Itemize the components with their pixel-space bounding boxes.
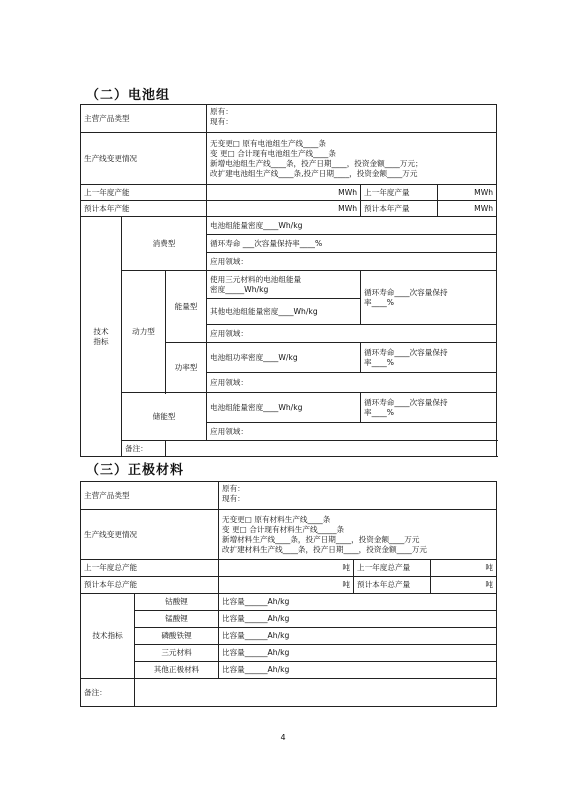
last-year-output-field[interactable]: MWh (438, 185, 497, 201)
storage-app-field[interactable]: 应用领域： (207, 423, 497, 441)
line-change-line: 变 更□ 合计现有材料生产线_____条 (222, 524, 345, 534)
other-density-field[interactable]: 其他电池组能量密度____Wh/kg (207, 299, 361, 325)
main-product-label: 主营产品类型 (81, 482, 219, 510)
ternary-density-field[interactable]: 使用三元材料的电池组能量 密度_____Wh/kg (207, 271, 361, 299)
main-product-cell[interactable] (207, 105, 497, 133)
material-name: 三元材料 (135, 645, 219, 662)
material-spec-field[interactable]: 比容量______Ah/kg (219, 594, 497, 611)
last-year-capacity-label: 上一年度产能 (81, 185, 207, 201)
material-spec-field[interactable]: 比容量______Ah/kg (219, 662, 497, 679)
line-change-cell[interactable] (207, 133, 497, 185)
line-change-line: 改扩建材料生产线____条，投产日期____，投资金额____万元 (222, 544, 428, 554)
main-product-label: 主营产品类型 (81, 105, 207, 133)
line-change-line: 无变更□ 原有电池组生产线____条 (210, 138, 326, 148)
est-output-label: 预计本年产量 (361, 201, 438, 217)
remarks-label: 备注： (81, 679, 135, 707)
tech-indicators-label: 技术 指标 (81, 217, 122, 457)
power-cycle-field[interactable]: 循环寿命____次容量保持 率____% (361, 343, 497, 373)
battery-pack-table (80, 104, 497, 457)
last-year-capacity-field[interactable]: 吨 (219, 560, 354, 577)
est-output-field[interactable]: MWh (438, 201, 497, 217)
last-year-capacity-field[interactable]: MWh (207, 185, 361, 201)
power-density-field[interactable]: 电池组功率密度____W/kg (207, 343, 361, 373)
line-change-label: 生产线变更情况 (81, 133, 207, 185)
main-product-original: 原有： (222, 484, 245, 493)
consumer-cycle-field[interactable]: 循环寿命 ___次容量保持率____% (207, 235, 497, 253)
line-change-line: 新增电池组生产线____条，投产日期____，投资金额____万元； (210, 158, 423, 168)
main-product-current: 现有： (222, 494, 245, 503)
material-spec-field[interactable]: 比容量______Ah/kg (219, 645, 497, 662)
est-output-label: 预计本年总产量 (354, 577, 431, 594)
power-app-field[interactable]: 应用领域： (207, 373, 497, 393)
line-change-label: 生产线变更情况 (81, 510, 219, 560)
main-product-original: 原有： (210, 107, 233, 116)
material-name: 钴酸锂 (135, 594, 219, 611)
remarks-label: 备注： (122, 441, 166, 457)
storage-cycle-field[interactable]: 循环寿命____次容量保持 率____% (361, 393, 497, 423)
remarks-field[interactable] (166, 441, 497, 457)
page-number: 4 (280, 733, 286, 742)
last-year-capacity-label: 上一年度总产能 (81, 560, 219, 577)
section-title-cathode-material: （三）正极材料 (86, 463, 185, 478)
energy-cycle-field[interactable]: 循环寿命____次容量保持 率____% (361, 271, 497, 325)
line-change-line: 无变更□ 原有材料生产线____条 (222, 514, 331, 524)
last-year-output-label: 上一年度产量 (361, 185, 438, 201)
remarks-field[interactable] (135, 679, 497, 707)
line-change-line: 新增材料生产线____条，投产日期____，投资金额____万元 (222, 534, 420, 544)
line-change-cell[interactable] (219, 510, 497, 560)
material-name: 锰酸锂 (135, 611, 219, 628)
cathode-material-table (80, 481, 497, 707)
section-title-battery-pack: （二）电池组 (86, 88, 171, 103)
est-capacity-label: 预计本年产能 (81, 201, 207, 217)
power-type-label: 动力型 (122, 271, 166, 393)
material-name: 磷酸铁锂 (135, 628, 219, 645)
line-change-line: 改扩建电池组生产线____条,投产日期____，投资金额____万元 (210, 168, 418, 178)
material-spec-field[interactable]: 比容量______Ah/kg (219, 628, 497, 645)
last-year-output-field[interactable]: 吨 (431, 560, 497, 577)
last-year-output-label: 上一年度总产量 (354, 560, 431, 577)
material-name: 其他正极材料 (135, 662, 219, 679)
est-output-field[interactable]: 吨 (431, 577, 497, 594)
material-spec-field[interactable]: 比容量______Ah/kg (219, 611, 497, 628)
est-capacity-label: 预计本年总产能 (81, 577, 219, 594)
main-product-cell[interactable] (219, 482, 497, 510)
energy-app-field[interactable]: 应用领域： (207, 325, 497, 343)
est-capacity-field[interactable]: MWh (207, 201, 361, 217)
line-change-line: 变 更□ 合计现有电池组生产线____条 (210, 148, 336, 158)
main-product-current: 现有： (210, 117, 233, 126)
power-subtype-label: 功率型 (166, 343, 207, 393)
storage-density-field[interactable]: 电池组能量密度____Wh/kg (207, 393, 361, 423)
consumer-app-field[interactable]: 应用领域： (207, 253, 497, 271)
storage-type-label: 储能型 (122, 393, 207, 441)
energy-type-label: 能量型 (166, 271, 207, 343)
est-capacity-field[interactable]: 吨 (219, 577, 354, 594)
tech-indicators-label: 技术指标 (81, 594, 135, 679)
consumer-type-label: 消费型 (122, 217, 207, 271)
consumer-density-field[interactable]: 电池组能量密度____Wh/kg (207, 217, 497, 235)
